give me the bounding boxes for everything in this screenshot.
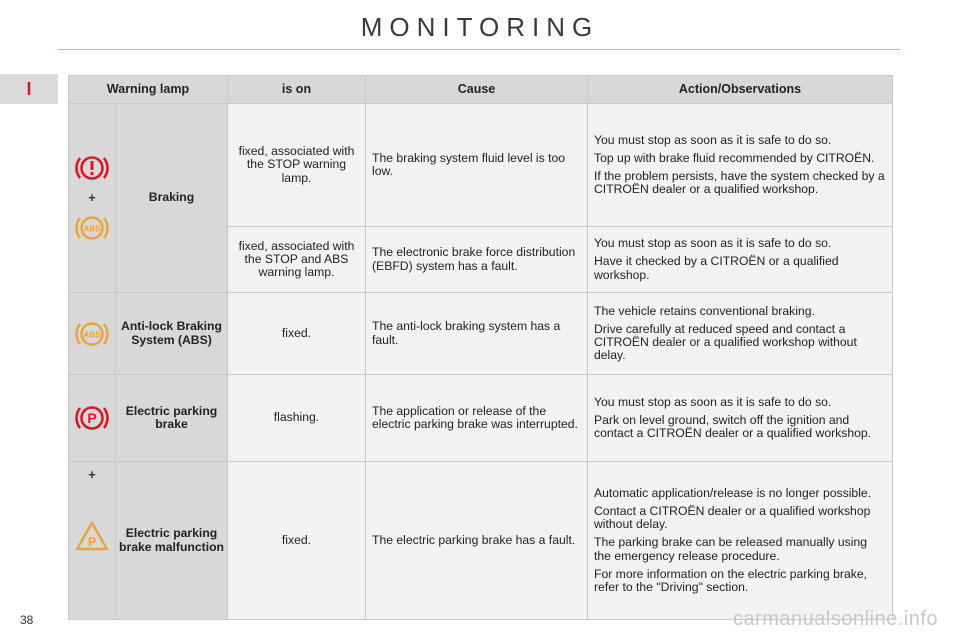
svg-text:P: P xyxy=(87,410,97,426)
abs-icon-cell xyxy=(69,293,116,375)
plus-sign: + xyxy=(88,467,96,482)
parking-brake-actions xyxy=(588,375,893,462)
braking-icon-cell xyxy=(69,104,116,293)
action-text: The parking brake can be released manually using the emergency release procedure. xyxy=(594,535,868,563)
abs-is-on: fixed. xyxy=(228,293,366,375)
svg-text:ABS: ABS xyxy=(83,330,101,339)
brake-warning-icon xyxy=(72,151,112,185)
abs-cause: The anti-lock braking system has a fault. xyxy=(366,293,588,375)
title-divider xyxy=(58,49,900,50)
parking-brake-malfunction-actions xyxy=(588,462,893,620)
parking-brake-malfunction-name: Electric parking brake malfunction xyxy=(116,462,228,620)
action-text: You must stop as soon as it is safe to do so. xyxy=(594,132,832,147)
parking-brake-icon xyxy=(72,401,112,435)
page-number: 38 xyxy=(20,613,34,627)
table-row-parking-brake-malfunction xyxy=(69,462,893,620)
table-row-parking-brake xyxy=(69,375,893,462)
braking-1-cause: The braking system fluid level is too low. xyxy=(366,104,588,227)
abs-actions xyxy=(588,293,893,375)
warning-lamp-table xyxy=(68,75,893,620)
page-title: MONITORING xyxy=(360,12,600,42)
braking-2-actions xyxy=(588,227,893,293)
watermark: carmanualsonline.info xyxy=(732,608,938,630)
parking-brake-cause: The application or release of the electric parking brake was interrupted. xyxy=(366,375,588,462)
parking-brake-icon-cell xyxy=(69,375,116,462)
plus-sign: + xyxy=(88,189,96,205)
header-cause: Cause xyxy=(366,76,588,104)
abs-warning-icon xyxy=(72,317,112,351)
action-text: Drive carefully at reduced speed and contact a CITROËN dealer or a qualified workshop without delay. xyxy=(594,321,857,363)
action-text: The vehicle retains conventional braking. xyxy=(594,303,815,318)
chapter-tab[interactable] xyxy=(0,74,58,104)
action-text: If the problem persists, have the system checked by a CITROËN dealer or a qualified workshop. xyxy=(594,169,885,197)
action-text: Automatic application/release is no longer possible. xyxy=(594,485,872,500)
chapter-tab-label: I xyxy=(26,78,32,99)
abs-warning-icon xyxy=(72,211,112,245)
parking-brake-name: Electric parking brake xyxy=(116,375,228,462)
header-warning-lamp: Warning lamp xyxy=(69,76,228,104)
braking-1-is-on: fixed, associated with the STOP warning lamp. xyxy=(228,104,366,227)
table-header-row xyxy=(69,76,893,104)
action-text: You must stop as soon as it is safe to do so. xyxy=(594,394,832,409)
braking-2-is-on: fixed, associated with the STOP and ABS warning lamp. xyxy=(228,227,366,293)
action-text: Park on level ground, switch off the ignition and contact a CITROËN dealer or a qualified workshop. xyxy=(594,412,872,441)
parking-brake-fault-icon-cell xyxy=(69,462,116,620)
header-action: Action/Observations xyxy=(588,76,893,104)
action-text: Have it checked by a CITROËN or a qualified workshop. xyxy=(594,254,839,282)
action-text: For more information on the electric parking brake, refer to the "Driving" section. xyxy=(594,566,867,594)
braking-2-cause: The electronic brake force distribution (EBFD) system has a fault. xyxy=(366,227,588,293)
action-text: You must stop as soon as it is safe to do so. xyxy=(594,236,832,251)
braking-1-actions xyxy=(588,104,893,227)
header-is-on: is on xyxy=(228,76,366,104)
svg-text:ABS: ABS xyxy=(83,224,101,234)
parking-brake-malfunction-cause: The electric parking brake has a fault. xyxy=(366,462,588,620)
svg-text:P: P xyxy=(87,535,97,550)
parking-brake-malfunction-is-on: fixed. xyxy=(228,462,366,620)
parking-brake-fault-icon xyxy=(74,520,110,552)
table-row-abs xyxy=(69,293,893,375)
action-text: Top up with brake fluid recommended by CITROËN. xyxy=(594,150,875,165)
abs-name: Anti-lock Braking System (ABS) xyxy=(116,293,228,375)
braking-name: Braking xyxy=(116,104,228,293)
table-row-braking-1 xyxy=(69,104,893,227)
parking-brake-is-on: flashing. xyxy=(228,375,366,462)
action-text: Contact a CITROËN dealer or a qualified workshop without delay. xyxy=(594,504,871,532)
